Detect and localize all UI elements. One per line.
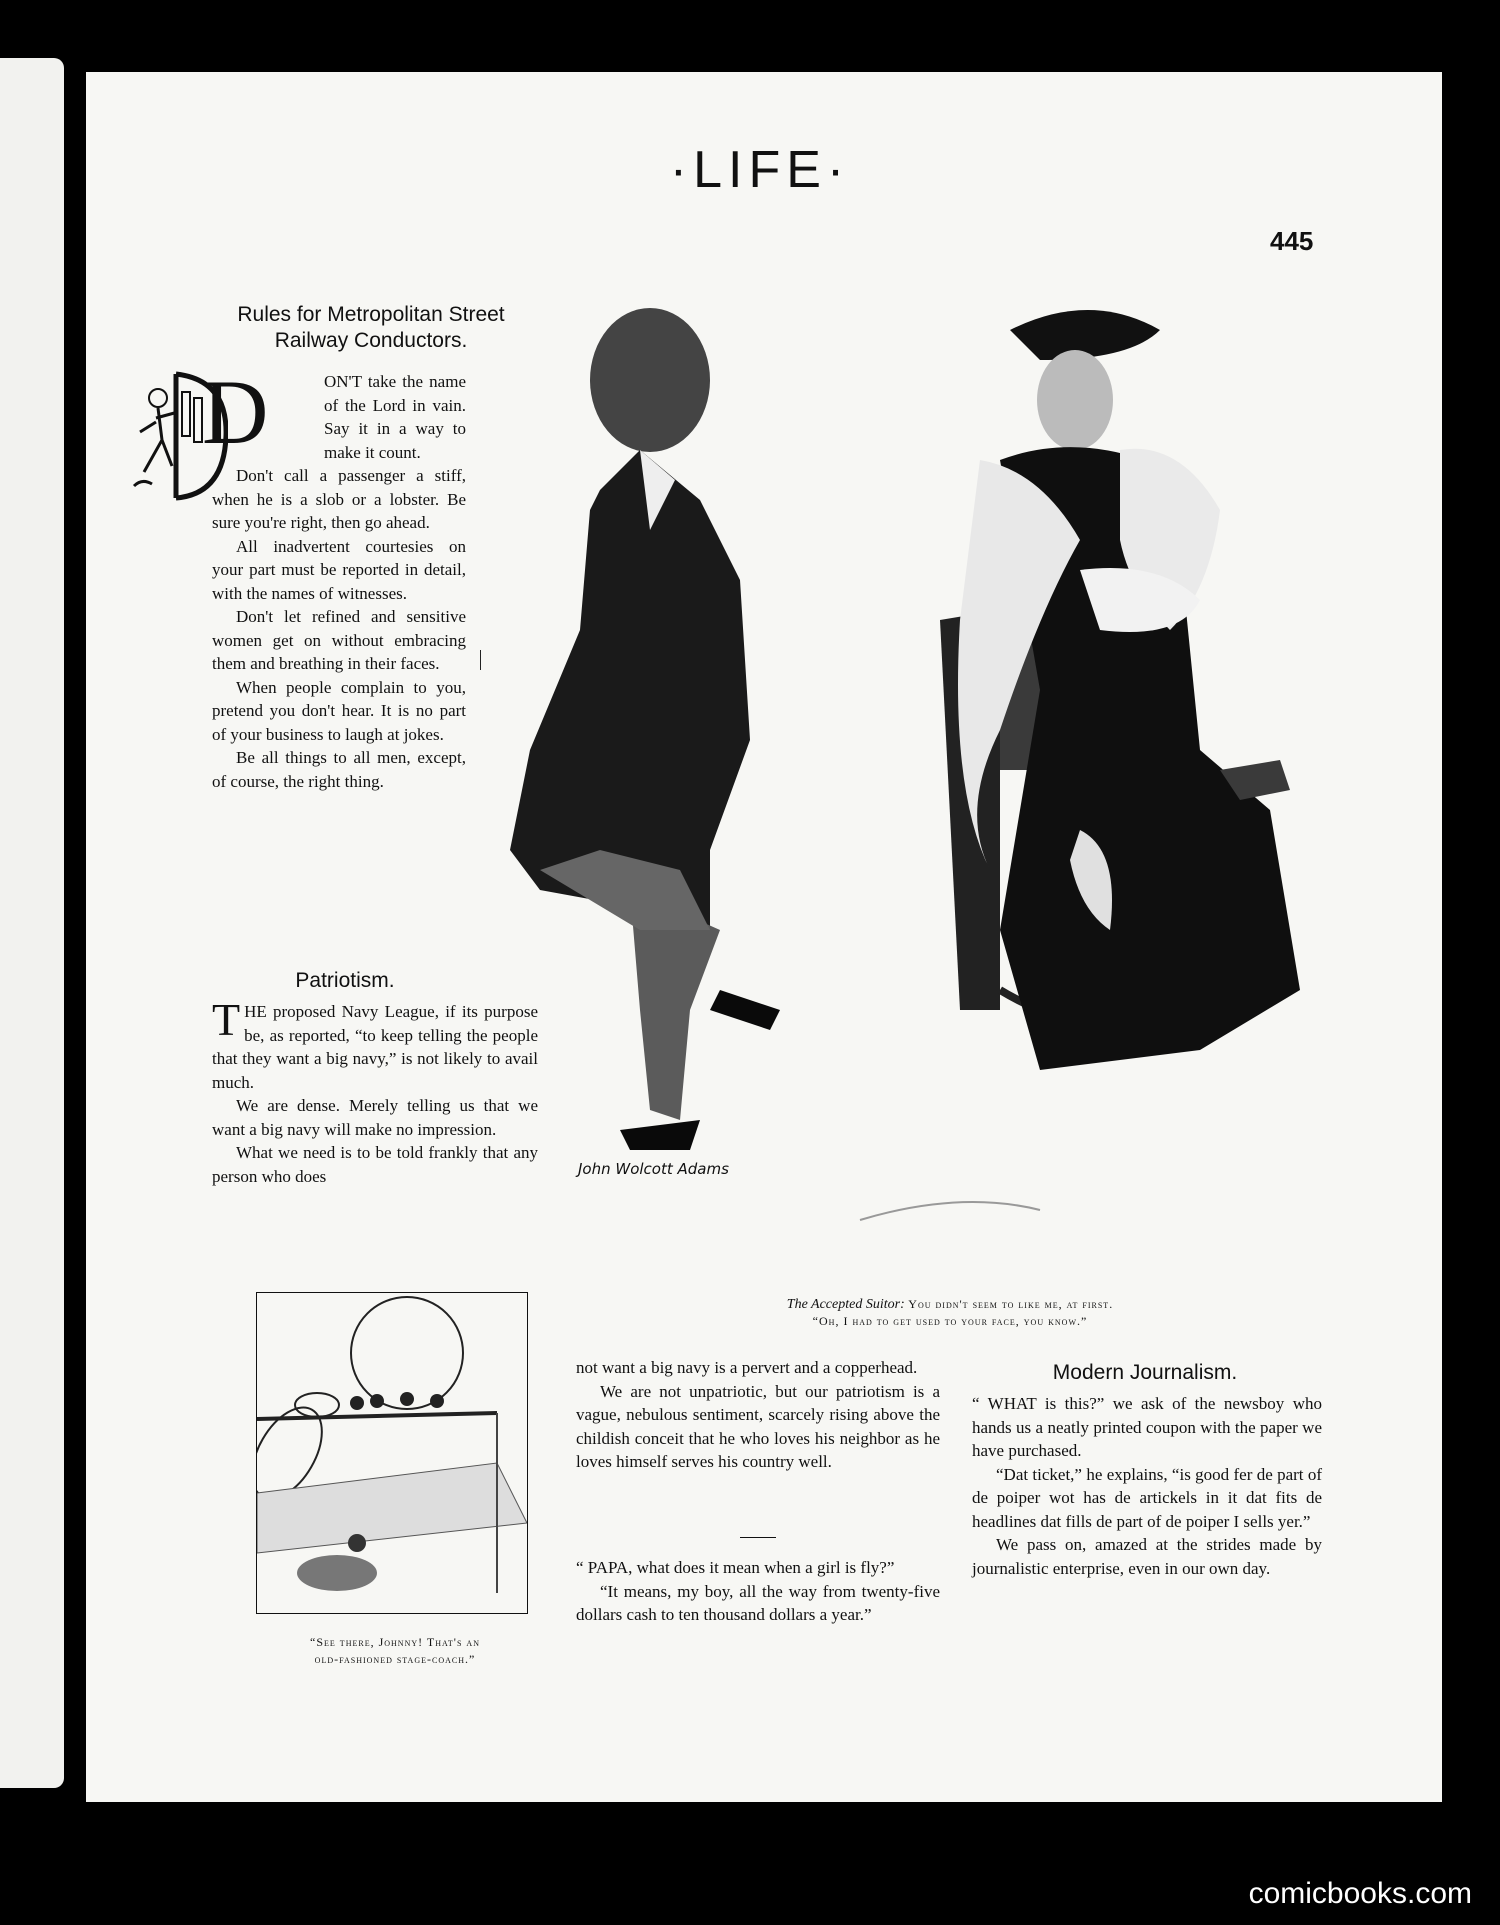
journalism-p1: “ WHAT is this?” we ask of the newsboy who hands us a neatly printed coupon with the paper we have purchased. — [972, 1394, 1322, 1460]
rules-p6: Be all things to all men, except, of course, the right thing. — [212, 748, 466, 791]
rules-p1: ON'T take the name of the Lord in vain. Say it in a way to make it count. — [324, 372, 466, 462]
rules-title-line1: Rules for Metropolitan Street — [237, 303, 505, 326]
rules-p5: When people complain to you, pretend you don't hear. It is no part of your business to laugh at jokes. — [212, 677, 466, 744]
watermark: comicbooks.com — [1248, 1877, 1472, 1910]
patriotism-title: Patriotism. — [295, 969, 395, 992]
rules-p3: All inadvertent courtesies on your part must be reported in detail, with the names of witnesses. — [212, 536, 466, 603]
papa-p1: “ PAPA, what does it mean when a girl is fly?” — [576, 1558, 895, 1577]
rules-title-line2: Railway Conductors. — [274, 329, 468, 352]
main-caption — [690, 1296, 1210, 1330]
journalism-p3: We pass on, amazed at the strides made by journalistic enterprise, even in our own day. — [972, 1535, 1322, 1578]
masthead: ·LIFE· — [669, 141, 851, 199]
main-caption-text1: You didn't seem to like me, at first. — [908, 1297, 1114, 1311]
section-divider — [740, 1537, 776, 1538]
patriotism-p3: What we need is to be told frankly that any person who does — [212, 1143, 538, 1186]
patriotism-cont-p2: We are not unpatriotic, but our patriotism is a vague, nebulous sentiment, scarcely rising above the childish conceit that he who loves his neighbor as he loves himself serves his country well. — [576, 1381, 940, 1471]
main-caption-line2: “Oh, I had to get used to your face, you know.” — [812, 1314, 1088, 1328]
papa-p2: “It means, my boy, all the way from twenty-five dollars cash to ten thousand dollars a year.” — [576, 1581, 940, 1624]
small-cartoon — [256, 1292, 528, 1614]
patriotism-p2: We are dense. Merely telling us that we want a big navy will make no impression. — [212, 1096, 538, 1139]
rules-p2: Don't call a passenger a stiff, when he is a slob or a lobster. Be sure you're right, then go ahead. — [212, 466, 466, 532]
papa-joke — [576, 1556, 940, 1627]
previous-page-edge — [0, 58, 64, 1788]
journalism-p2: “Dat ticket,” he explains, “is good fer de part of de poiper wot has de artickels in it dat fits de headlines dat fills de part of de poiper I sells yer.” — [972, 1464, 1322, 1531]
journalism-body — [972, 1392, 1322, 1580]
patriotism-drop-cap: T — [212, 994, 241, 1045]
patriotism-p1-text: HE proposed Navy League, if its purpose be, as reported, “to keep telling the people that they want a big navy,” is not likely to avail much. — [212, 1002, 538, 1092]
patriotism-cont-p1: not want a big navy is a pervert and a copperhead. — [576, 1358, 918, 1377]
small-caption-line1: “See there, Johnny! That's an — [310, 1635, 480, 1649]
main-caption-lead: The Accepted Suitor: — [786, 1297, 905, 1312]
main-illustration — [480, 290, 1400, 1250]
rules-paragraph — [324, 370, 466, 464]
page-number: 445 — [1270, 226, 1314, 256]
main-caption-line1 — [690, 1296, 1210, 1313]
rules-p4: Don't let refined and sensitive women get on without embracing them and breathing in their faces. — [212, 607, 466, 673]
rules-drop-cap-visual: D — [202, 361, 269, 463]
artist-signature: John Wolcott Adams — [578, 1160, 729, 1178]
small-cartoon-caption — [250, 1634, 540, 1668]
small-caption-line2: old-fashioned stage-coach.” — [314, 1652, 476, 1666]
journalism-title: Modern Journalism. — [1052, 1361, 1238, 1384]
patriotism-continued — [576, 1356, 940, 1474]
